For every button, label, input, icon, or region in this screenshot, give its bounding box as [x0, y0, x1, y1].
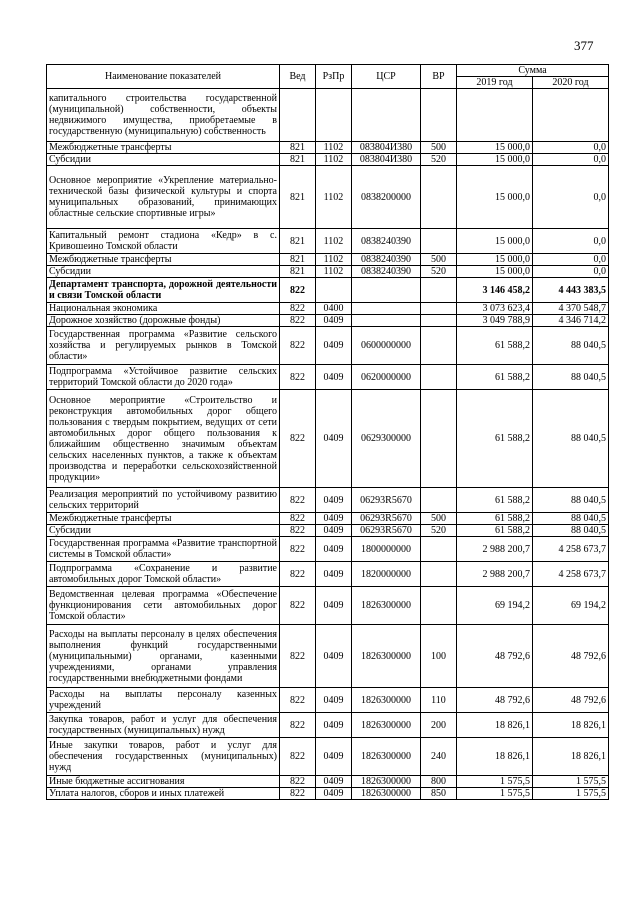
header-2020: 2020 год [533, 77, 609, 89]
row-vr: 520 [421, 266, 457, 278]
row-rzpr: 0409 [316, 788, 352, 800]
row-name: Иные закупки товаров, работ и услуг для обеспечения государственных (муниципальных) нужд [47, 738, 280, 776]
table-row [47, 537, 609, 562]
header-name: Наименование показателей [47, 65, 280, 89]
row-csr: 1826300000 [352, 776, 421, 788]
row-name: Межбюджетные трансферты [47, 513, 280, 525]
table-row [47, 303, 609, 315]
row-csr: 06293R5670 [352, 513, 421, 525]
row-ved: 821 [280, 229, 316, 254]
row-name: Уплата налогов, сборов и иных платежей [47, 788, 280, 800]
row-sum-2019: 1 575,5 [457, 788, 533, 800]
row-sum-2019: 15 000,0 [457, 254, 533, 266]
row-name: Расходы на выплаты персоналу в целях обеспечения выполнения функций государственными (муниципальными) органами, казенными учреждениями, органами управления государственными внебюджетными фондами [47, 625, 280, 688]
header-vr: ВР [421, 65, 457, 89]
row-name: Реализация мероприятий по устойчивому развитию сельских территорий [47, 488, 280, 513]
row-csr: 1826300000 [352, 625, 421, 688]
row-name: Дорожное хозяйство (дорожные фонды) [47, 315, 280, 327]
table-row [47, 688, 609, 713]
row-rzpr: 1102 [316, 154, 352, 166]
row-sum-2020: 4 258 673,7 [533, 537, 609, 562]
row-name: Государственная программа «Развитие транспортной системы в Томской области» [47, 537, 280, 562]
row-sum-2019: 2 988 200,7 [457, 562, 533, 587]
row-csr: 1826300000 [352, 738, 421, 776]
row-ved: 822 [280, 788, 316, 800]
row-name: Основное мероприятие «Укрепление материально-технической базы физической культуры и спорта муниципальных образований, принимающих областные сельские спортивные игры» [47, 166, 280, 229]
row-sum-2019: 18 826,1 [457, 738, 533, 776]
table-row [47, 776, 609, 788]
row-rzpr: 0409 [316, 738, 352, 776]
row-csr: 083804И380 [352, 154, 421, 166]
row-sum-2020: 48 792,6 [533, 688, 609, 713]
row-rzpr: 0409 [316, 537, 352, 562]
row-name: Межбюджетные трансферты [47, 254, 280, 266]
row-ved: 821 [280, 166, 316, 229]
row-rzpr: 0409 [316, 315, 352, 327]
row-ved: 821 [280, 254, 316, 266]
row-sum-2019: 3 073 623,4 [457, 303, 533, 315]
table-row [47, 513, 609, 525]
row-ved: 822 [280, 525, 316, 537]
row-ved: 822 [280, 713, 316, 738]
header-sum: Сумма [457, 65, 609, 77]
row-rzpr: 0400 [316, 303, 352, 315]
row-ved: 822 [280, 513, 316, 525]
row-sum-2019: 61 588,2 [457, 525, 533, 537]
row-rzpr [316, 89, 352, 142]
row-sum-2019: 15 000,0 [457, 166, 533, 229]
row-sum-2020: 88 040,5 [533, 390, 609, 488]
row-sum-2019: 3 049 788,9 [457, 315, 533, 327]
row-rzpr: 0409 [316, 488, 352, 513]
row-vr: 850 [421, 788, 457, 800]
row-sum-2019: 61 588,2 [457, 390, 533, 488]
row-rzpr: 1102 [316, 142, 352, 154]
row-sum-2020: 69 194,2 [533, 587, 609, 625]
row-sum-2019: 69 194,2 [457, 587, 533, 625]
row-sum-2020: 88 040,5 [533, 327, 609, 365]
table-row [47, 266, 609, 278]
header-ved: Вед [280, 65, 316, 89]
row-sum-2019: 48 792,6 [457, 625, 533, 688]
row-csr: 1800000000 [352, 537, 421, 562]
row-name: Межбюджетные трансферты [47, 142, 280, 154]
row-vr: 800 [421, 776, 457, 788]
table-row [47, 154, 609, 166]
row-csr: 06293R5670 [352, 488, 421, 513]
row-ved: 822 [280, 327, 316, 365]
row-rzpr: 0409 [316, 327, 352, 365]
row-vr [421, 278, 457, 303]
row-name: Иные бюджетные ассигнования [47, 776, 280, 788]
row-ved: 822 [280, 562, 316, 587]
row-sum-2019: 15 000,0 [457, 266, 533, 278]
row-sum-2020: 88 040,5 [533, 525, 609, 537]
row-csr: 1826300000 [352, 788, 421, 800]
row-ved: 822 [280, 278, 316, 303]
table-row [47, 390, 609, 488]
row-sum-2020: 0,0 [533, 166, 609, 229]
row-ved: 822 [280, 738, 316, 776]
row-csr: 0838240390 [352, 266, 421, 278]
row-csr: 1820000000 [352, 562, 421, 587]
row-rzpr [316, 278, 352, 303]
table-row [47, 166, 609, 229]
row-name: Департамент транспорта, дорожной деятельности и связи Томской области [47, 278, 280, 303]
row-ved: 822 [280, 488, 316, 513]
row-csr: 0600000000 [352, 327, 421, 365]
row-rzpr: 0409 [316, 713, 352, 738]
row-csr [352, 315, 421, 327]
row-csr: 1826300000 [352, 587, 421, 625]
row-csr: 0620000000 [352, 365, 421, 390]
row-vr: 200 [421, 713, 457, 738]
row-vr [421, 587, 457, 625]
table-row [47, 254, 609, 266]
budget-table [46, 64, 609, 800]
row-sum-2019: 61 588,2 [457, 365, 533, 390]
row-sum-2019: 61 588,2 [457, 327, 533, 365]
row-sum-2019: 15 000,0 [457, 154, 533, 166]
header-2019: 2019 год [457, 77, 533, 89]
row-ved: 821 [280, 266, 316, 278]
row-sum-2019: 1 575,5 [457, 776, 533, 788]
row-ved: 822 [280, 365, 316, 390]
row-rzpr: 1102 [316, 229, 352, 254]
table-body [47, 89, 609, 800]
row-vr [421, 488, 457, 513]
row-name: Национальная экономика [47, 303, 280, 315]
table-row [47, 713, 609, 738]
row-sum-2020: 4 370 548,7 [533, 303, 609, 315]
row-sum-2019: 18 826,1 [457, 713, 533, 738]
row-sum-2019: 15 000,0 [457, 142, 533, 154]
row-csr [352, 89, 421, 142]
row-sum-2019: 48 792,6 [457, 688, 533, 713]
row-rzpr: 1102 [316, 254, 352, 266]
row-ved: 822 [280, 625, 316, 688]
row-name: Субсидии [47, 266, 280, 278]
row-vr: 100 [421, 625, 457, 688]
row-name: Расходы на выплаты персоналу казенных учреждений [47, 688, 280, 713]
row-sum-2020: 4 258 673,7 [533, 562, 609, 587]
table-row [47, 625, 609, 688]
table-row [47, 788, 609, 800]
row-rzpr: 0409 [316, 776, 352, 788]
header-csr: ЦСР [352, 65, 421, 89]
row-sum-2020: 88 040,5 [533, 365, 609, 390]
row-rzpr: 0409 [316, 525, 352, 537]
row-ved: 822 [280, 537, 316, 562]
row-vr [421, 365, 457, 390]
row-name: капитального строительства государственной (муниципальной) собственности, объекты недвижимого имущества, приобретаемые в государственную (муниципальную) собственность [47, 89, 280, 142]
row-csr: 06293R5670 [352, 525, 421, 537]
row-rzpr: 0409 [316, 365, 352, 390]
table-row [47, 142, 609, 154]
row-name: Закупка товаров, работ и услуг для обеспечения государственных (муниципальных) нужд [47, 713, 280, 738]
table-row [47, 365, 609, 390]
row-vr: 520 [421, 525, 457, 537]
row-sum-2019: 15 000,0 [457, 229, 533, 254]
row-csr: 0838200000 [352, 166, 421, 229]
row-ved: 822 [280, 315, 316, 327]
row-vr: 500 [421, 142, 457, 154]
row-sum-2020: 4 346 714,2 [533, 315, 609, 327]
table-row [47, 327, 609, 365]
row-ved: 822 [280, 776, 316, 788]
row-sum-2020: 18 826,1 [533, 738, 609, 776]
row-sum-2020: 1 575,5 [533, 776, 609, 788]
row-sum-2020: 88 040,5 [533, 513, 609, 525]
row-csr: 0838240390 [352, 254, 421, 266]
row-sum-2020: 0,0 [533, 254, 609, 266]
row-csr: 0838240390 [352, 229, 421, 254]
row-sum-2020: 88 040,5 [533, 488, 609, 513]
row-vr: 500 [421, 254, 457, 266]
row-sum-2020: 4 443 383,5 [533, 278, 609, 303]
table-row [47, 278, 609, 303]
row-sum-2020: 0,0 [533, 154, 609, 166]
row-name: Субсидии [47, 525, 280, 537]
row-name: Капитальный ремонт стадиона «Кедр» в с. Кривошеино Томской области [47, 229, 280, 254]
row-rzpr: 0409 [316, 390, 352, 488]
row-ved: 821 [280, 142, 316, 154]
table-row [47, 315, 609, 327]
row-vr [421, 89, 457, 142]
header-rzpr: РзПр [316, 65, 352, 89]
row-sum-2020: 1 575,5 [533, 788, 609, 800]
row-name: Подпрограмма «Сохранение и развитие автомобильных дорог Томской области» [47, 562, 280, 587]
row-vr [421, 229, 457, 254]
row-sum-2020: 18 826,1 [533, 713, 609, 738]
row-vr [421, 390, 457, 488]
row-name: Государственная программа «Развитие сельского хозяйства и регулируемых рынков в Томской области» [47, 327, 280, 365]
row-name: Подпрограмма «Устойчивое развитие сельских территорий Томской области до 2020 года» [47, 365, 280, 390]
row-sum-2020: 0,0 [533, 142, 609, 154]
row-vr: 500 [421, 513, 457, 525]
row-rzpr: 0409 [316, 562, 352, 587]
row-ved: 822 [280, 303, 316, 315]
row-csr: 1826300000 [352, 713, 421, 738]
table-row [47, 562, 609, 587]
row-ved: 821 [280, 154, 316, 166]
row-ved: 822 [280, 587, 316, 625]
row-sum-2020: 0,0 [533, 266, 609, 278]
row-vr: 240 [421, 738, 457, 776]
row-rzpr: 0409 [316, 625, 352, 688]
row-name: Ведомственная целевая программа «Обеспечение функционирования сети автомобильных дорог Томской области» [47, 587, 280, 625]
table-row [47, 525, 609, 537]
row-sum-2020: 48 792,6 [533, 625, 609, 688]
row-ved: 822 [280, 688, 316, 713]
row-name: Субсидии [47, 154, 280, 166]
row-sum-2019: 3 146 458,2 [457, 278, 533, 303]
row-sum-2019: 61 588,2 [457, 513, 533, 525]
row-csr [352, 278, 421, 303]
row-vr [421, 315, 457, 327]
row-sum-2020: 0,0 [533, 229, 609, 254]
row-csr: 083804И380 [352, 142, 421, 154]
row-csr [352, 303, 421, 315]
row-ved: 822 [280, 390, 316, 488]
row-vr [421, 303, 457, 315]
row-name: Основное мероприятие «Строительство и реконструкция автомобильных дорог общего пользования с твердым покрытием, ведущих от сети автомобильных дорог общего пользования к ближайшим общественно значимым объектам сельских населенных пунктов, а также к объектам производства и переработки сельскохозяйственной продукции» [47, 390, 280, 488]
row-vr [421, 562, 457, 587]
page-number: 377 [574, 38, 594, 53]
row-vr [421, 166, 457, 229]
row-sum-2020 [533, 89, 609, 142]
table-row [47, 488, 609, 513]
row-sum-2019 [457, 89, 533, 142]
row-rzpr: 1102 [316, 266, 352, 278]
table-row [47, 587, 609, 625]
row-rzpr: 0409 [316, 688, 352, 713]
row-sum-2019: 61 588,2 [457, 488, 533, 513]
table-row [47, 229, 609, 254]
row-rzpr: 0409 [316, 513, 352, 525]
row-vr [421, 327, 457, 365]
table-row [47, 738, 609, 776]
row-sum-2019: 2 988 200,7 [457, 537, 533, 562]
row-rzpr: 0409 [316, 587, 352, 625]
row-vr: 520 [421, 154, 457, 166]
row-rzpr: 1102 [316, 166, 352, 229]
row-vr [421, 537, 457, 562]
row-vr: 110 [421, 688, 457, 713]
table-row [47, 89, 609, 142]
row-csr: 1826300000 [352, 688, 421, 713]
row-csr: 0629300000 [352, 390, 421, 488]
row-ved [280, 89, 316, 142]
